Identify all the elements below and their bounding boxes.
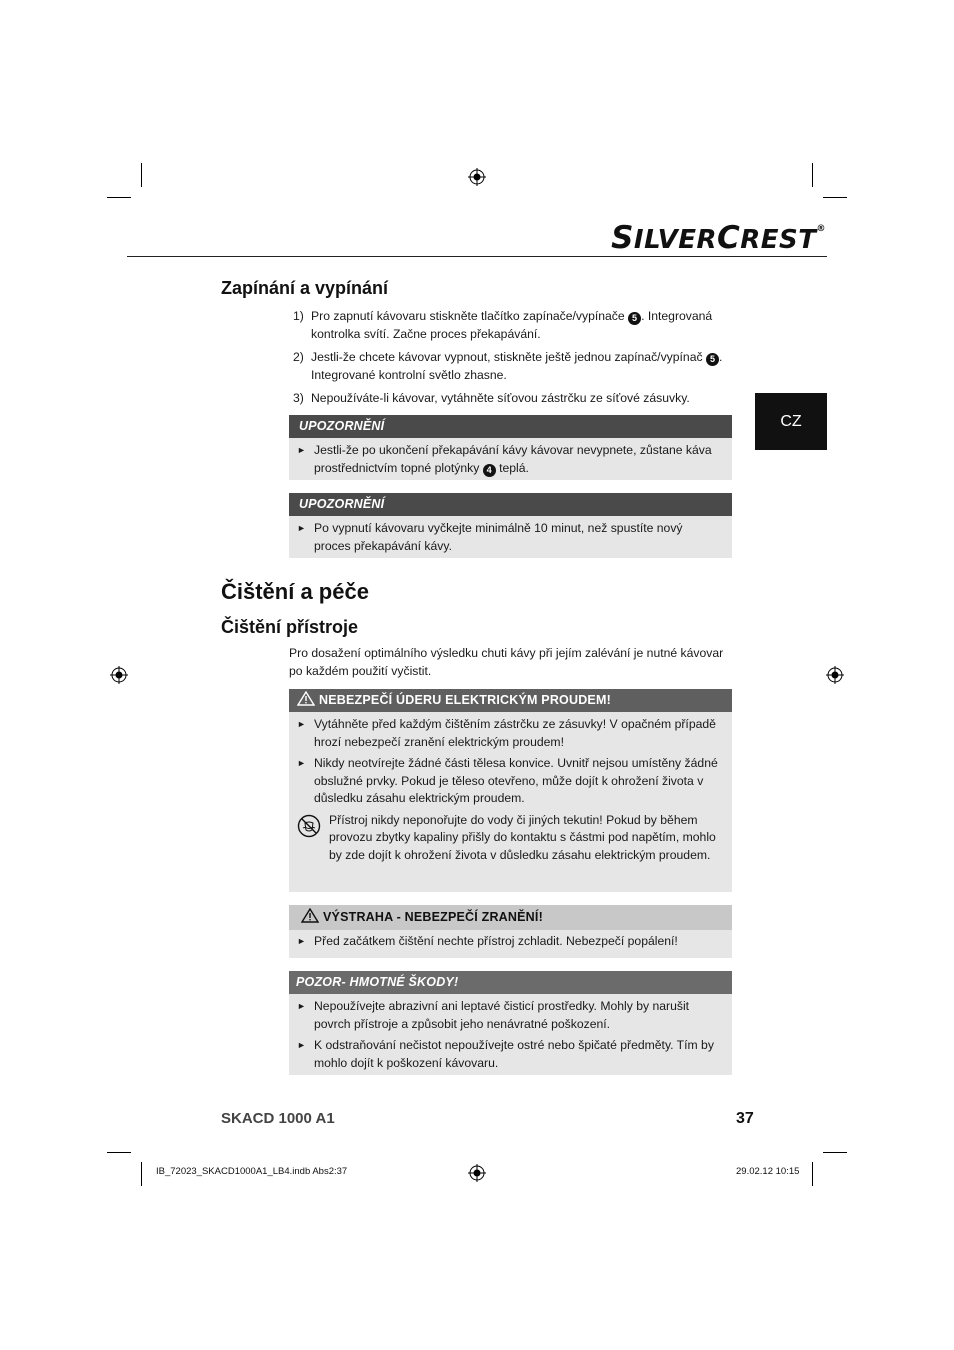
list-item: ► Před začátkem čištění nechte přístroj zchladit. Nebezpečí popálení!: [297, 933, 722, 951]
list-item: 3) Nepoužíváte-li kávovar, vytáhněte síťovou zástrčku ze síťové zásuvky.: [293, 391, 690, 405]
page-number: 37: [736, 1110, 754, 1127]
section-title-cleaning: Čištění přístroje: [221, 617, 359, 637]
steps-list: [293, 308, 733, 414]
arrow-bullet-icon: ►: [297, 719, 306, 729]
list-item: ► Po vypnutí kávovaru vyčkejte minimálně 10 minut, než spustíte nový proces překapávání kávy.: [297, 520, 722, 555]
arrow-bullet-icon: ►: [297, 445, 306, 455]
arrow-bullet-icon: ►: [297, 758, 306, 768]
list-item: 1) Pro zapnutí kávovaru stiskněte tlačítko zapínače/vypínače 5 . Integrovaná kontrolka svítí. Začne proces překapávání.: [293, 309, 713, 341]
header-rule: [127, 256, 827, 257]
caution-header: POZOR- HMOTNÉ ŠKODY!: [289, 971, 732, 994]
notice-box: [289, 415, 732, 480]
list-item: ► Jestli-že po ukončení překapávání kávy kávovar nevypnete, zůstane káva prostřednictvím topné plotýnky 4 teplá.: [297, 442, 722, 477]
registration-mark-icon: [468, 1164, 486, 1182]
danger-box: [289, 689, 732, 892]
list-item: ► K odstraňování nečistot nepoužívejte ostré nebo špičaté předměty. Tím by mohlo dojít k poškození kávovaru.: [297, 1037, 722, 1072]
reference-number-icon: 4: [483, 464, 496, 477]
print-date-info: 29.02.12 10:15: [736, 1166, 800, 1177]
arrow-bullet-icon: ►: [297, 523, 306, 533]
crop-mark: [812, 1162, 813, 1186]
list-item: ► Nepoužívejte abrazivní ani leptavé čisticí prostředky. Mohly by narušit povrch přístroje a způsobit jeho nenávratné poškození.: [297, 998, 722, 1033]
crop-mark: [823, 197, 847, 198]
arrow-bullet-icon: ►: [297, 936, 306, 946]
list-item: ► Nikdy neotvírejte žádné části tělesa konvice. Uvnitř nejsou umístěny žádné obslužné prvky. Pokud je těleso otevřeno, může dojít k ohrožení života v důsledku zásahu elektrickým proudem.: [297, 755, 722, 808]
warning-box: [289, 905, 732, 958]
crop-mark: [823, 1152, 847, 1153]
reference-number-icon: 5: [628, 312, 641, 325]
notice-box: [289, 493, 732, 558]
registration-mark-icon: [110, 666, 128, 684]
print-file-info: IB_72023_SKACD1000A1_LB4.indb Abs2:37: [156, 1166, 348, 1177]
crop-mark: [107, 197, 131, 198]
notice-header: UPOZORNĚNÍ: [289, 493, 732, 516]
crop-mark: [141, 1162, 142, 1186]
warning-header: VÝSTRAHA - NEBEZPEČÍ ZRANĚNÍ!: [289, 905, 732, 930]
footer-model: SKACD 1000 A1: [221, 1110, 335, 1127]
list-item: Přístroj nikdy neponořujte do vody či jiných tekutin! Pokud by během provozu zbytky kapaliny přišly do kontaktu s částmi pod napětím, mohlo by zde dojít k ohrožení života v důsledku zásahu elektrickým proudem.: [297, 812, 722, 865]
list-item: 2) Jestli-že chcete kávovar vypnout, stiskněte ještě jednou zapínač/vypínač 5 . Integrované kontrolní světlo zhasne.: [293, 350, 723, 382]
danger-header: NEBEZPEČÍ ÚDERU ELEKTRICKÝM PROUDEM!: [289, 689, 732, 712]
arrow-bullet-icon: ►: [297, 1001, 306, 1011]
warning-triangle-icon: [297, 691, 315, 706]
no-water-icon: [297, 814, 321, 838]
language-tab: CZ: [755, 393, 827, 450]
arrow-bullet-icon: ►: [297, 1040, 306, 1050]
warning-triangle-icon: [301, 908, 319, 923]
intro-paragraph: Pro dosažení optimálního výsledku chuti kávy při jejím zalévání je nutné kávovar po každém použití vyčistit.: [289, 646, 724, 678]
caution-box: [289, 971, 732, 1075]
crop-mark: [141, 163, 142, 187]
notice-header: UPOZORNĚNÍ: [289, 415, 732, 438]
registration-mark-icon: [468, 168, 486, 186]
page-title: Čištění a péče: [221, 579, 369, 604]
list-item: ► Vytáhněte před každým čištěním zástrčku ze zásuvky! V opačném případě hrozí nebezpečí zranění elektrickým proudem!: [297, 716, 722, 751]
reference-number-icon: 5: [706, 353, 719, 366]
crop-mark: [107, 1152, 131, 1153]
registration-mark-icon: [826, 666, 844, 684]
crop-mark: [812, 163, 813, 187]
section-title-on-off: Zapínání a vypínání: [221, 278, 389, 298]
brand-logo: SILVERCREST®: [611, 220, 826, 256]
